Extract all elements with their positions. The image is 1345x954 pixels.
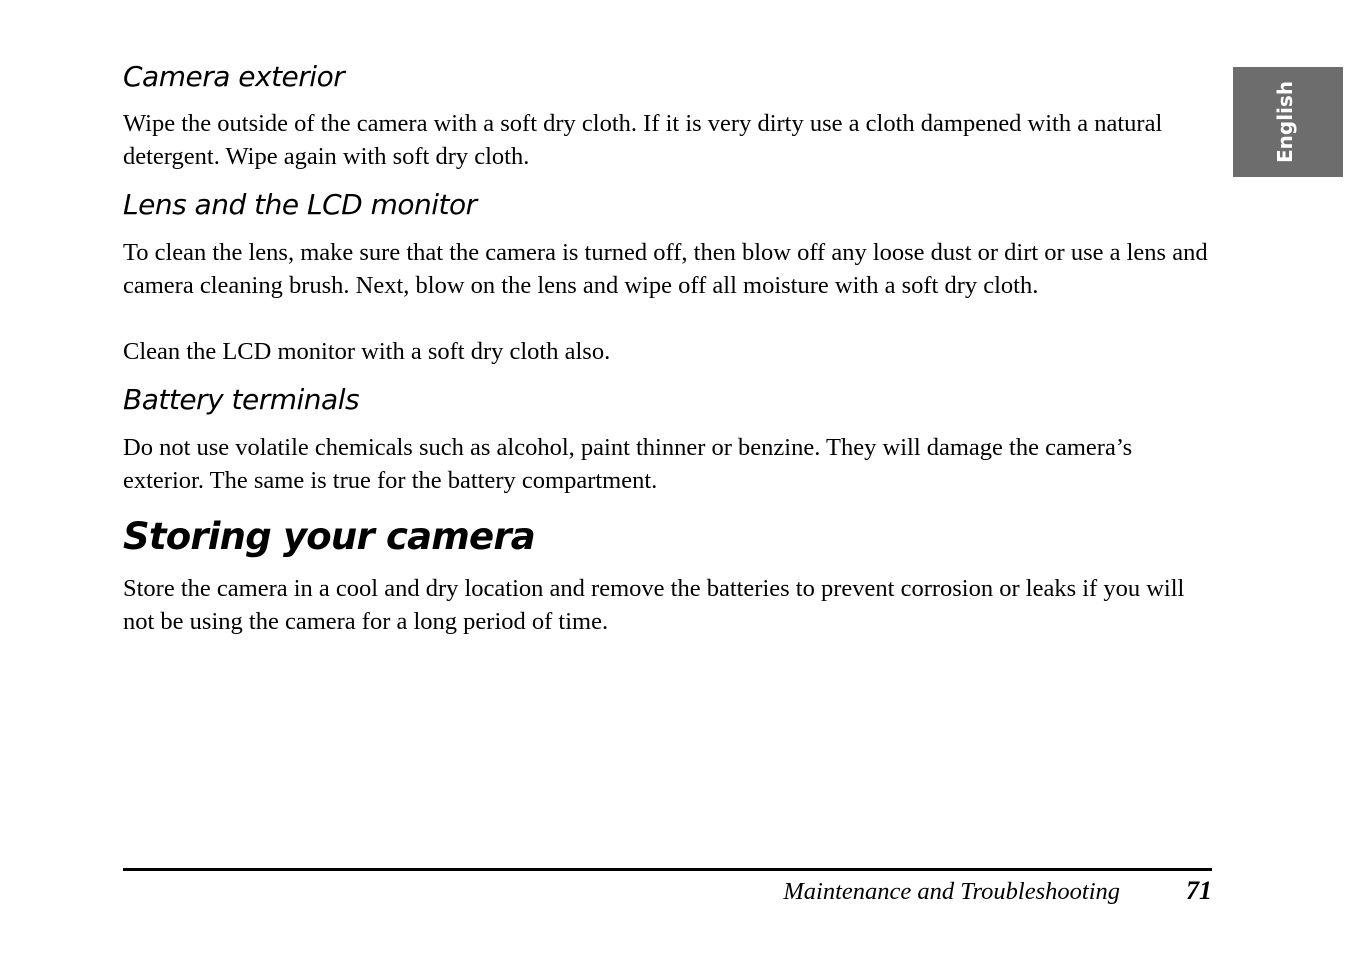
footer-divider xyxy=(123,868,1212,871)
heading-storing-camera: Storing your camera xyxy=(123,515,535,558)
language-tab-label: English xyxy=(1273,80,1297,163)
paragraph-battery-terminals: Do not use volatile chemicals such as alcohol, paint thinner or benzine. They will damage the camera’s exterior. The same is true for the battery compartment. xyxy=(123,434,1133,494)
heading-lens-lcd: Lens and the LCD monitor xyxy=(123,188,477,221)
heading-battery-terminals: Battery terminals xyxy=(123,383,360,416)
language-tab xyxy=(1233,67,1343,177)
page-number: 71 xyxy=(1186,876,1212,905)
paragraph-storing-camera: Store the camera in a cool and dry location and remove the batteries to prevent corrosion or leaks if you will not be using the camera for a long period of time. xyxy=(123,575,1185,635)
footer-chapter-title: Maintenance and Troubleshooting xyxy=(783,878,1120,905)
paragraph-camera-exterior: Wipe the outside of the camera with a soft dry cloth. If it is very dirty use a cloth dampened with a natural detergent. Wipe again with soft dry cloth. xyxy=(123,110,1163,170)
paragraph-lcd-cleaning: Clean the LCD monitor with a soft dry cloth also. xyxy=(123,338,611,365)
paragraph-lens-cleaning: To clean the lens, make sure that the camera is turned off, then blow off any loose dust or dirt or use a lens and camera cleaning brush. Next, blow on the lens and wipe off all moisture with a soft dry cloth. xyxy=(123,239,1208,299)
heading-camera-exterior: Camera exterior xyxy=(123,60,345,93)
